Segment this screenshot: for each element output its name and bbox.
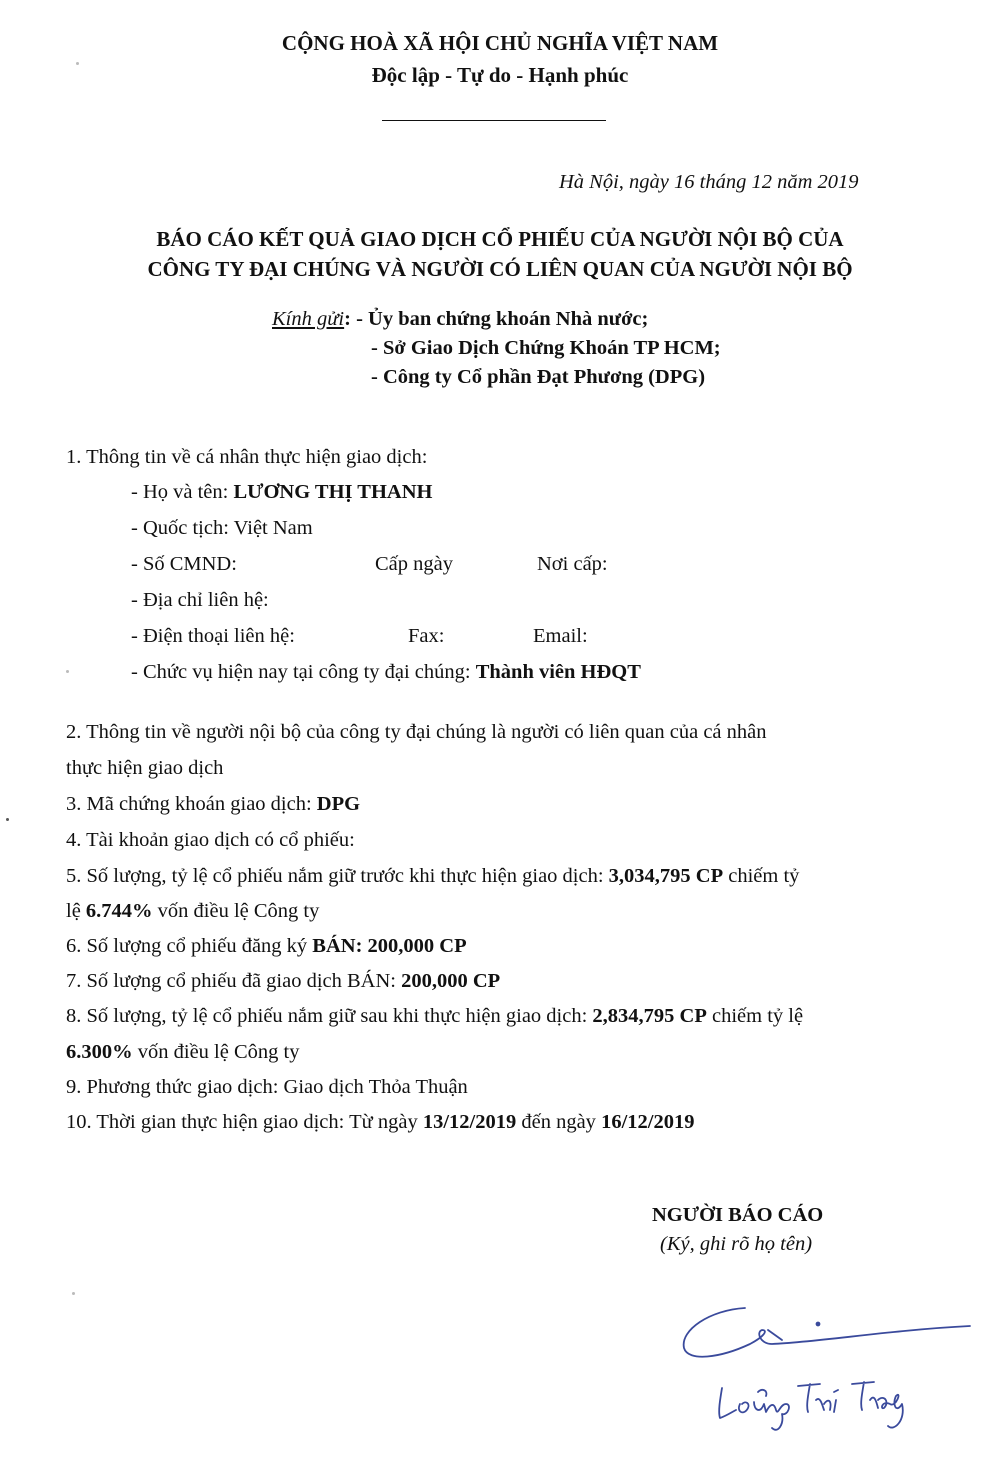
position-value: Thành viên HĐQT	[475, 661, 641, 683]
handwritten-name-stroke	[754, 1402, 789, 1430]
handwritten-name-stroke	[798, 1384, 838, 1412]
ticker: DPG	[316, 793, 361, 815]
recipient-item: - Ủy ban chứng khoán Nhà nước;	[356, 308, 649, 330]
section4: 4. Tài khoản giao dịch có cổ phiếu:	[66, 829, 355, 851]
traded-shares: 200,000 CP	[401, 970, 501, 992]
section2-line2: thực hiện giao dịch	[66, 757, 224, 779]
date-to: 16/12/2019	[601, 1111, 695, 1133]
section2-line1: 2. Thông tin về người nội bộ của công ty đại chúng là người có liên quan của cá nhân	[66, 721, 767, 743]
handwritten-name-stroke	[852, 1382, 903, 1428]
handwritten-signature	[670, 1300, 990, 1440]
section7: 7. Số lượng cổ phiếu đã giao dịch BÁN: 200,000 CP	[66, 970, 501, 992]
scan-speck	[6, 818, 9, 821]
handwritten-name-stroke	[719, 1388, 736, 1418]
recipient-item: - Sở Giao Dịch Chứng Khoán TP HCM;	[371, 337, 721, 359]
section8-line1: 8. Số lượng, tỷ lệ cổ phiếu nắm giữ sau khi thực hiện giao dịch: 2,834,795 CP chiếm tỷ lệ	[66, 1005, 804, 1027]
scan-speck	[66, 670, 69, 673]
report-title-line2: CÔNG TY ĐẠI CHÚNG VÀ NGƯỜI CÓ LIÊN QUAN CỦA NGƯỜI NỘI BỘ	[147, 257, 853, 281]
section6: 6. Số lượng cổ phiếu đăng ký BÁN: 200,000 CP	[66, 935, 467, 957]
national-title: CỘNG HOÀ XÃ HỘI CHỦ NGHĨA VIỆT NAM	[281, 31, 719, 55]
signature-stroke	[684, 1308, 970, 1357]
national-motto: Độc lập - Tự do - Hạnh phúc	[371, 63, 629, 87]
signer-note: (Ký, ghi rõ họ tên)	[660, 1233, 813, 1255]
section9: 9. Phương thức giao dịch: Giao dịch Thỏa Thuận	[66, 1076, 468, 1098]
section1-heading: 1. Thông tin về cá nhân thực hiện giao dịch:	[66, 446, 428, 468]
issue-place-label: Nơi cấp:	[537, 553, 608, 575]
shares-after: 2,834,795 CP	[592, 1005, 707, 1027]
id-label: - Số CMND:	[131, 553, 237, 575]
header-divider	[382, 120, 606, 121]
recipient-item: - Công ty Cổ phần Đạt Phương (DPG)	[371, 366, 706, 388]
date-from: 13/12/2019	[422, 1111, 517, 1133]
scan-speck	[76, 62, 79, 65]
section5-line1: 5. Số lượng, tỷ lệ cổ phiếu nắm giữ trước khi thực hiện giao dịch: 3,034,795 CP chiếm tỷ	[66, 865, 800, 887]
report-title-line1: BÁO CÁO KẾT QUẢ GIAO DỊCH CỔ PHIẾU CỦA NGƯỜI NỘI BỘ CỦA	[156, 227, 844, 251]
address-label: - Địa chỉ liên hệ:	[131, 589, 269, 611]
nationality-row: - Quốc tịch: Việt Nam	[131, 517, 313, 539]
signature-dot	[817, 1323, 820, 1326]
date-line: Hà Nội, ngày 16 tháng 12 năm 2019	[559, 171, 859, 193]
handwritten-name-stroke	[739, 1402, 749, 1412]
fax-label: Fax:	[408, 625, 445, 647]
email-label: Email:	[533, 625, 588, 647]
section8-line2: 6.300% vốn điều lệ Công ty	[66, 1041, 300, 1063]
name-row: - Họ và tên: LƯƠNG THỊ THANH	[131, 481, 433, 503]
scan-speck	[72, 1292, 75, 1295]
signature-stroke	[768, 1330, 782, 1340]
position-row: - Chức vụ hiện nay tại công ty đại chúng: Thành viên HĐQT	[131, 661, 641, 683]
signer-title: NGƯỜI BÁO CÁO	[652, 1204, 824, 1226]
section10: 10. Thời gian thực hiện giao dịch: Từ ngày 13/12/2019 đến ngày 16/12/2019	[66, 1111, 695, 1133]
recipient-label: Kính gửi: - Ủy ban chứng khoán Nhà nước;	[272, 308, 649, 330]
section3: 3. Mã chứng khoán giao dịch: DPG	[66, 793, 361, 815]
issue-date-label: Cấp ngày	[375, 553, 453, 575]
handwritten-name-stroke	[758, 1390, 766, 1396]
registered-shares: : 200,000 CP	[355, 935, 467, 957]
shares-before: 3,034,795 CP	[608, 865, 724, 887]
section5-line2: lệ 6.744% vốn điều lệ Công ty	[66, 900, 320, 922]
ratio-before: 6.744%	[85, 900, 153, 922]
ratio-after: 6.300%	[66, 1041, 133, 1063]
person-name: LƯƠNG THỊ THANH	[233, 481, 433, 503]
phone-label: - Điện thoại liên hệ:	[131, 625, 295, 647]
